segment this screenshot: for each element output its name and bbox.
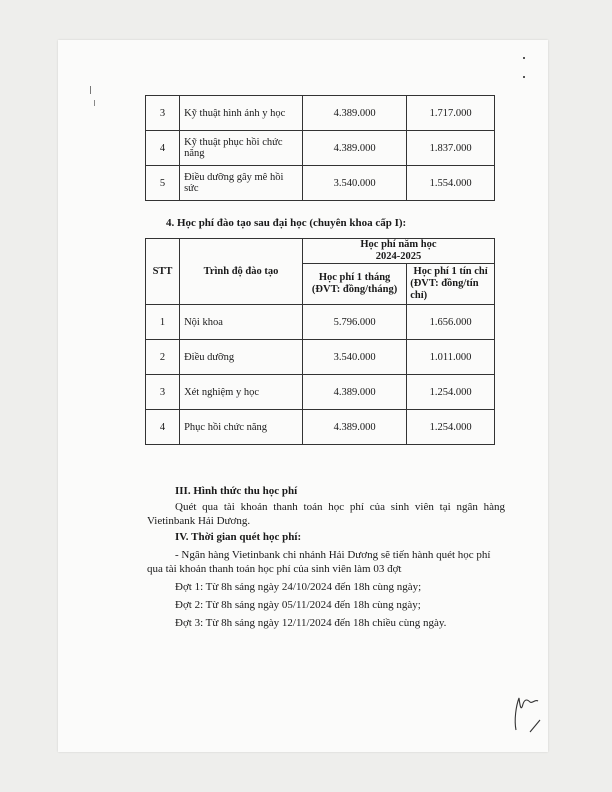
year-header-line1: Học phí năm học [360,239,437,250]
section-4-heading: 4. Học phí đào tạo sau đại học (chuyên khoa cấp I): [166,217,407,229]
fee-month-cell: 3.540.000 [302,340,406,375]
fee-credit-cell: 1.254.000 [407,375,495,410]
section-iv-heading: IV. Thời gian quét học phí: [175,531,302,543]
fee-month-cell: 3.540.000 [302,166,406,201]
fee-credit-header-line1: Học phí 1 tín chỉ [413,266,488,278]
section-iv-body-line2: qua tài khoản thanh toán học phí của sinh viên làm 03 đợt [147,563,402,575]
schedule-item-2: Đợt 2: Từ 8h sáng ngày 05/11/2024 đến 18h cùng ngày; [175,599,421,611]
fee-month-header [302,264,406,305]
program-cell: Điều dưỡng [180,340,303,375]
fee-credit-cell: 1.837.000 [407,131,495,166]
stt-cell: 2 [146,340,180,375]
stray-mark [90,86,91,94]
stt-cell: 4 [146,131,180,166]
program-cell: Kỹ thuật phục hồi chức năng [180,131,303,166]
level-header: Trình độ đào tạo [180,239,303,305]
stray-mark [94,100,95,106]
section-iii-body-line1: Quét qua tài khoản thanh toán học phí của sinh viên tại ngân hàng [175,501,505,513]
fee-credit-cell: 1.011.000 [407,340,495,375]
section-iv-body-line1: - Ngân hàng Vietinbank chi nhánh Hải Dương sẽ tiến hành quét học phí [175,549,491,561]
schedule-item-3: Đợt 3: Từ 8h sáng ngày 12/11/2024 đến 18h chiều cùng ngày. [175,617,447,629]
fee-month-header-line1: Học phí 1 tháng [318,272,391,284]
fee-credit-cell: 1.717.000 [407,96,495,131]
stt-cell: 3 [146,375,180,410]
fee-month-cell: 4.389.000 [302,375,406,410]
stray-mark [523,57,525,59]
fee-month-cell: 4.389.000 [302,410,406,445]
table-row [146,375,495,410]
fee-credit-cell: 1.656.000 [407,305,495,340]
fee-credit-header-line2: (ĐVT: đồng/tín chỉ) [410,278,479,302]
year-header [302,239,494,264]
fee-month-cell: 4.389.000 [302,96,406,131]
fee-credit-cell: 1.254.000 [407,410,495,445]
program-cell: Kỹ thuật hình ảnh y học [180,96,303,131]
fee-month-header-line2: (ĐVT: đồng/tháng) [311,284,398,296]
schedule-item-1: Đợt 1: Từ 8h sáng ngày 24/10/2024 đến 18h cùng ngày; [175,581,422,593]
handwritten-initials-icon [510,690,550,740]
program-cell: Nội khoa [180,305,303,340]
postgraduate-fee-table [145,238,495,445]
fee-credit-header [407,264,495,305]
program-cell: Điều dưỡng gây mê hồi sức [180,166,303,201]
table-row [146,131,495,166]
stray-mark [523,76,525,78]
program-cell: Xét nghiệm y học [180,375,303,410]
stt-header: STT [146,239,180,305]
table-row [146,340,495,375]
fee-credit-cell: 1.554.000 [407,166,495,201]
table-row [146,166,495,201]
table-row [146,410,495,445]
fee-month-cell: 5.796.000 [302,305,406,340]
table-row [146,96,495,131]
section-iii-heading: III. Hình thức thu học phí [175,485,298,497]
stt-cell: 3 [146,96,180,131]
stt-cell: 1 [146,305,180,340]
table-row [146,305,495,340]
stt-cell: 5 [146,166,180,201]
fee-table-continued [145,95,495,201]
fee-month-cell: 4.389.000 [302,131,406,166]
section-iii-body-line2: Vietinbank Hải Dương. [147,515,251,527]
stt-cell: 4 [146,410,180,445]
program-cell: Phục hồi chức năng [180,410,303,445]
year-header-line2: 2024-2025 [375,251,422,263]
